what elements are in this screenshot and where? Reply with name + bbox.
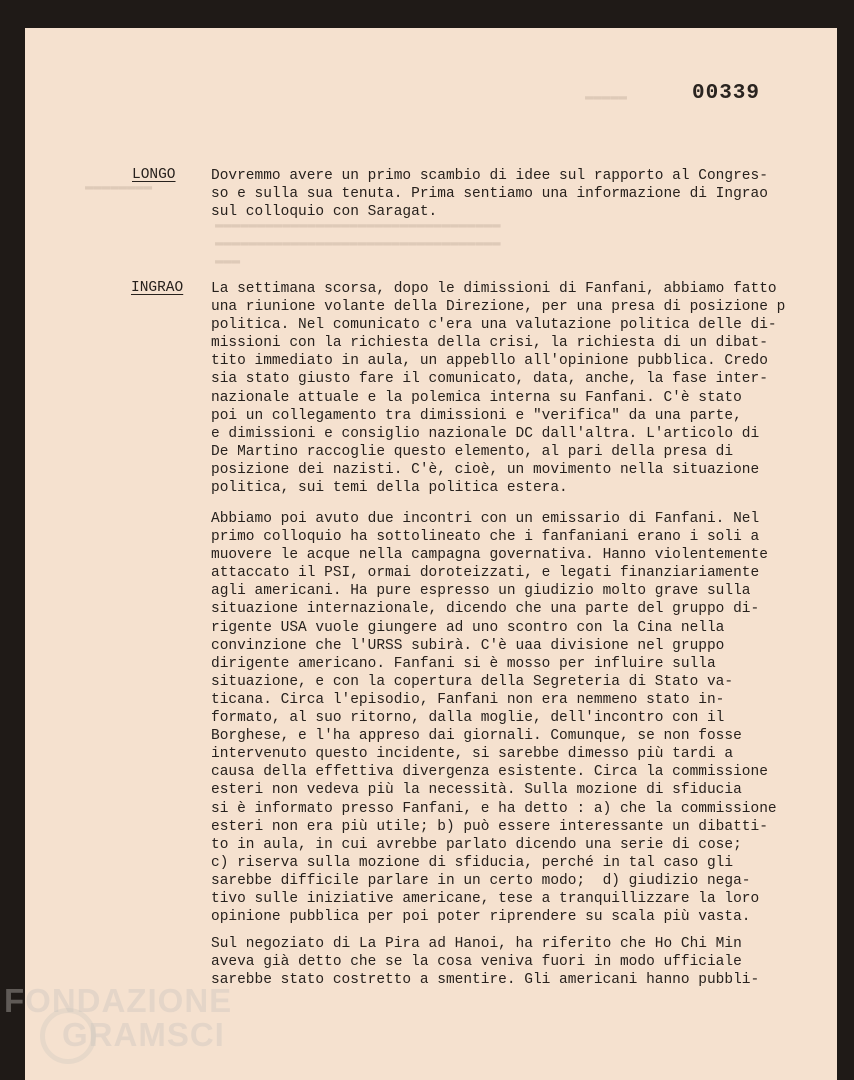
document-number: 00339 bbox=[692, 82, 761, 105]
paragraph-longo: Dovremmo avere un primo scambio di idee sul rapporto al Congres- so e sulla sua tenuta. Prima sentiamo una informazione di Ingrao sul colloquio con Saragat. bbox=[211, 168, 768, 221]
show-through-texture: ▬▬▬▬▬▬▬▬ bbox=[85, 179, 153, 195]
document-page bbox=[25, 28, 837, 1080]
paragraph-ingrao-2: Abbiamo poi avuto due incontri con un emissario di Fanfani. Nel primo colloquio ha sottolineato che i fanfaniani erano i soli a muovere le acque nella campagna governativa. Hanno violentemente attaccato il PSI, ormai doroteizzati, e legati finanziariamente agli americani. Ha pure espresso un giudizio molto grave sulla situazione internazionale, dicendo che una parte del gruppo di- rigente USA vuole giungere ad uno scontro con la Cina nella convinzione che l'URSS subirà. C'è uaa divisione nel gruppo dirigente americano. Fanfani si è mosso per influire sulla situazione, e con la copertura della Segreteria di Stato va- ticana. Circa l'episodio, Fanfani non era nemmeno stato in- formato, al suo ritorno, dalla moglie, dell'incontro con il Borghese, e l'ha appreso dai giornali. Comunque, se non fosse intervenuto questo incidente, si sarebbe dimesso più tardi a causa della effettiva divergenza esistente. Circa la commissione esteri non vedeva più la necessità. Sulla mozione di sfiducia si è informato presso Fanfani, e ha detto : a) che la commissione esteri non era più utile; b) può essere interessante un dibatti- to in aula, in cui avrebbe parlato dicendo una serie di cose; c) riserva sulla mozione di sfiducia, perché in tal caso gli sarebbe difficile parlare in un certo modo; d) giudizio nega- tivo sulle iniziative americane, tese a tranquillizzare la loro opinione pubblica per poi poter riprendere su scala più vasta. bbox=[211, 511, 777, 926]
watermark-line-2: GRAMSCI bbox=[62, 1016, 225, 1053]
paragraph-ingrao-1: La settimana scorsa, dopo le dimissioni di Fanfani, abbiamo fatto una riunione volante della Direzione, per una presa di posizione p politica. Nel comunicato c'era una valutazione politica delle di- missioni con la richiesta della crisi, la richiesta di un dibat- tito immediato in aula, un appebllo all'opinione pubblica. Credo sia stato giusto fare il comunicato, data, anche, la fase inter- nazionale attuale e la polemica interna su Fanfani. C'è stato poi un collegamento tra dimissioni e "verifica" da una parte, e dimissioni e consiglio nazionale DC dall'altra. L'articolo di De Martino raccoglie questo elemento, al pari della presa di posizione dei nazisti. C'è, cioè, un movimento nella situazione politica, sui temi della politica estera. bbox=[211, 281, 786, 497]
watermark-line-1: FONDAZIONE bbox=[4, 982, 233, 1019]
speaker-label-longo: LONGO bbox=[132, 167, 176, 183]
show-through-texture: ▬▬▬▬▬ bbox=[585, 89, 628, 105]
speaker-label-ingrao: INGRAO bbox=[131, 280, 184, 296]
paragraph-ingrao-3: Sul negoziato di La Pira ad Hanoi, ha riferito che Ho Chi Min aveva già detto che se la cosa veniva fuori in modo ufficiale sarebbe stato costretto a smentire. Gli americani hanno pubbli- bbox=[211, 936, 760, 989]
watermark-emblem bbox=[40, 1008, 96, 1064]
show-through-texture: ▬▬▬▬▬▬▬▬▬▬▬▬▬▬▬▬▬▬▬▬▬▬▬▬▬▬▬▬▬▬▬▬▬▬ ▬▬▬▬▬▬▬▬▬▬▬▬▬▬▬▬▬▬▬▬▬▬▬▬▬▬▬▬▬▬▬▬▬▬ ▬▬▬ bbox=[215, 217, 501, 269]
